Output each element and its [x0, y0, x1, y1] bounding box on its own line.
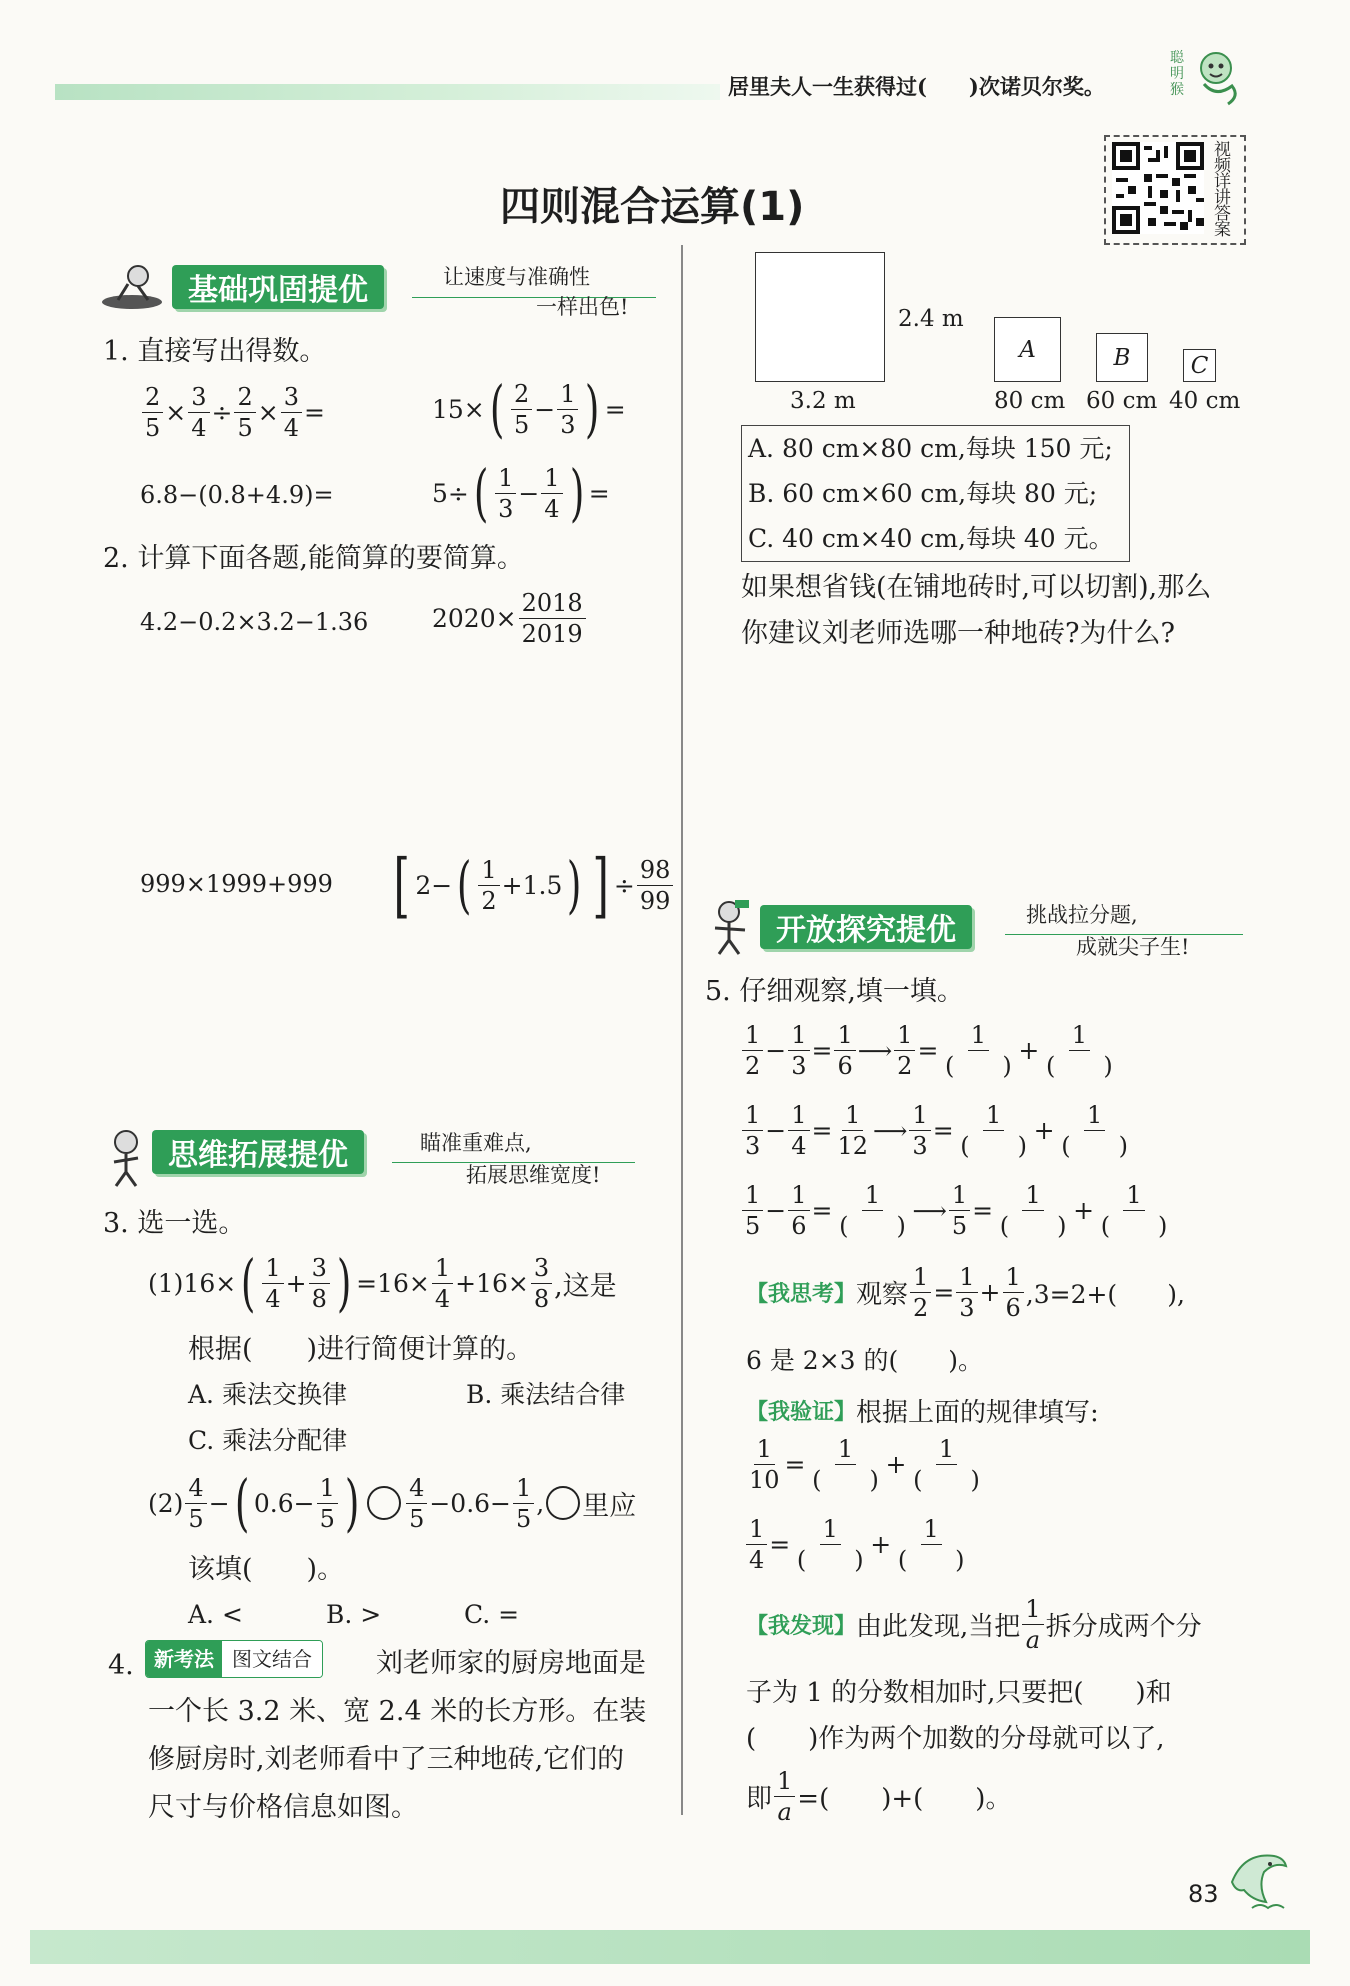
explorer-mascot-icon	[705, 898, 755, 956]
q4-text-1: 刘老师家的厨房地面是	[376, 1648, 646, 1679]
q5-discover-2: 子为 1 的分数相加时,只要把( )和	[746, 1678, 1172, 1708]
q3-part2-option-c[interactable]: C. =	[464, 1600, 520, 1629]
tile-a-size: 80 cm	[994, 388, 1066, 414]
q5-verify-2: $\frac{1}{4}$ = $\frac{1}{( )}$ + $\frac{1}{( )}$	[744, 1514, 971, 1575]
q2-expr-2: 2020× $\frac{2018}{2019}$	[432, 588, 588, 649]
tile-b-size: 60 cm	[1086, 388, 1158, 414]
tile-a	[994, 317, 1061, 382]
q1-expr-3: 6.8−(0.8+4.9)=	[140, 481, 334, 509]
q2-label: 2. 计算下面各题,能简算的要简算。	[103, 543, 524, 574]
q3-part1-option-c[interactable]: C. 乘法分配律	[188, 1426, 348, 1455]
q5-row-2: $\frac{1}{3}$ − $\frac{1}{4}$ = $\frac{1}{12}$ ⟶ $\frac{1}{3}$ = $\frac{1}{( )}$ + $\frac{1}{( )}$	[740, 1100, 1135, 1161]
q3-part1-option-a[interactable]: A. 乘法交换律	[188, 1380, 347, 1409]
q5-row-1: $\frac{1}{2}$ − $\frac{1}{3}$ = $\frac{1}{6}$ ⟶ $\frac{1}{2}$ = $\frac{1}{( )}$ + $\frac{1}{( )}$	[740, 1020, 1119, 1081]
section-banner-basic: 基础巩固提优	[172, 265, 384, 309]
header-band	[55, 84, 720, 100]
tile-c	[1183, 349, 1216, 382]
arrow-icon: ⟶	[857, 1036, 893, 1065]
tile-price-row-b: B. 60 cm×60 cm,每块 80 元;	[748, 479, 1098, 508]
slogan-open-2: 成就尖子生!	[1076, 935, 1190, 959]
qr-label: 视频详讲答案	[1214, 140, 1231, 240]
q2-expr-1: 4.2−0.2×3.2−1.36	[140, 608, 369, 636]
compare-circle[interactable]	[367, 1486, 401, 1520]
q2-expr-4: [ 2− ( $\frac{1}{2}$ +1.5 ) ] ÷ $\frac{98}{99}$	[388, 850, 675, 920]
tile-price-table	[741, 425, 1130, 562]
q1-expr-1: $\frac{2}{5}$ × $\frac{3}{4}$ ÷ $\frac{2}{5}$ × $\frac{3}{4}$ =	[140, 382, 325, 443]
thinker-mascot-icon	[100, 1128, 152, 1188]
slogan-thinking-1: 瞄准重难点,	[420, 1131, 532, 1155]
arrow-icon: ⟶	[873, 1116, 908, 1145]
q4-question-2: 你建议刘老师选哪一种地砖?为什么?	[741, 618, 1175, 649]
q3-part2-option-b[interactable]: B. >	[326, 1600, 382, 1629]
tile-b-letter: B	[1113, 344, 1131, 371]
dolphin-icon	[1222, 1842, 1292, 1914]
column-divider	[681, 245, 683, 1815]
section-banner-thinking: 思维拓展提优	[152, 1130, 364, 1174]
q1-expr-2: 15× ( $\frac{2}{5}$ − $\frac{1}{3}$ ) =	[432, 372, 626, 445]
q5-discover: 【我发现】 由此发现,当把 $\frac{1}{a}$ 拆分成两个分	[746, 1595, 1202, 1654]
compare-circle-ref	[546, 1486, 580, 1520]
tile-b	[1096, 333, 1148, 382]
mascot-label: 聪明猴	[1170, 50, 1184, 98]
badge-image-text: 图文结合	[222, 1641, 322, 1677]
q3-part2-line2: 该填( )。	[188, 1554, 345, 1585]
qr-code-icon[interactable]	[1112, 142, 1204, 234]
q1-label: 1. 直接写出得数。	[103, 336, 327, 367]
section-banner-open: 开放探究提优	[760, 905, 972, 949]
q2-expr-3: 999×1999+999	[140, 870, 333, 898]
tile-price-row-a: A. 80 cm×80 cm,每块 150 元;	[748, 434, 1113, 463]
slogan-basic-2: 一样出色!	[536, 295, 629, 319]
q4-text-2: 一个长 3.2 米、宽 2.4 米的长方形。在装	[148, 1696, 647, 1727]
tile-price-row-c: C. 40 cm×40 cm,每块 40 元。	[748, 524, 1114, 553]
q3-part1: (1)16× ( $\frac{1}{4}$ + $\frac{3}{8}$ ) =16× $\frac{1}{4}$ +16× $\frac{3}{8}$ ,这是	[148, 1246, 617, 1319]
tile-c-size: 40 cm	[1169, 388, 1241, 414]
slogan-basic-1: 让速度与准确性	[443, 265, 590, 289]
q5-think: 【我思考】 观察 $\frac{1}{2}$ = $\frac{1}{3}$ + $\frac{1}{6}$ ,3=2+( ),	[746, 1263, 1185, 1322]
slogan-thinking-2: 拓展思维宽度!	[466, 1163, 601, 1187]
footer-band	[30, 1930, 1310, 1964]
q5-verify-1: $\frac{1}{10}$ = $\frac{1}{( )}$ + $\frac{1}{( )}$	[749, 1435, 980, 1494]
kitchen-width-label: 3.2 m	[790, 388, 856, 414]
q3-part2: (2) $\frac{4}{5}$ − ( 0.6− $\frac{1}{5}$ ) $\frac{4}{5}$ −0.6− $\frac{1}{5}$ , 里应	[148, 1466, 637, 1539]
q4-text-4: 尺寸与价格信息如图。	[148, 1792, 418, 1823]
q3-part1-option-b[interactable]: B. 乘法结合律	[466, 1380, 626, 1409]
kitchen-rectangle	[755, 252, 885, 382]
q5-label: 5. 仔细观察,填一填。	[705, 976, 964, 1007]
q1-expr-4: 5÷ ( $\frac{1}{3}$ − $\frac{1}{4}$ ) =	[432, 456, 610, 529]
badge-new-method: 新考法	[146, 1641, 222, 1677]
q4-text-3: 修厨房时,刘老师看中了三种地砖,它们的	[148, 1744, 625, 1775]
arrow-icon: ⟶	[912, 1196, 947, 1225]
q5-row-3: $\frac{1}{5}$ − $\frac{1}{6}$ = $\frac{1}{( )}$ ⟶ $\frac{1}{5}$ = $\frac{1}{( )}$ + $\frac{1}{( )}$	[740, 1180, 1174, 1241]
q5-think-line2: 6 是 2×3 的( )。	[746, 1346, 984, 1375]
q5-discover-4: 即 $\frac{1}{a}$ =( )+( )。	[746, 1767, 1012, 1826]
header-quiz: 居里夫人一生获得过( )次诺贝尔奖。	[728, 74, 1105, 99]
q3-label: 3. 选一选。	[103, 1208, 246, 1239]
kitchen-height-label: 2.4 m	[898, 306, 964, 332]
q3-part2-option-a[interactable]: A. <	[188, 1600, 243, 1629]
page-number: 83	[1188, 1880, 1219, 1908]
q5-discover-3: ( )作为两个加数的分母就可以了,	[746, 1724, 1165, 1754]
q4-number: 4.	[108, 1650, 134, 1681]
q4-question-1: 如果想省钱(在铺地砖时,可以切割),那么	[741, 572, 1212, 603]
runner-mascot-icon	[98, 262, 168, 312]
slogan-open-1: 挑战拉分题,	[1026, 903, 1138, 927]
q4-badge	[145, 1640, 323, 1678]
q3-part1-line2: 根据( )进行简便计算的。	[188, 1334, 534, 1365]
page-title: 四则混合运算(1)	[500, 184, 805, 230]
tile-a-letter: A	[1019, 336, 1036, 363]
q5-verify: 【我验证】 根据上面的规律填写:	[746, 1398, 1099, 1428]
monkey-icon	[1188, 46, 1248, 108]
tile-c-letter: C	[1190, 352, 1209, 379]
